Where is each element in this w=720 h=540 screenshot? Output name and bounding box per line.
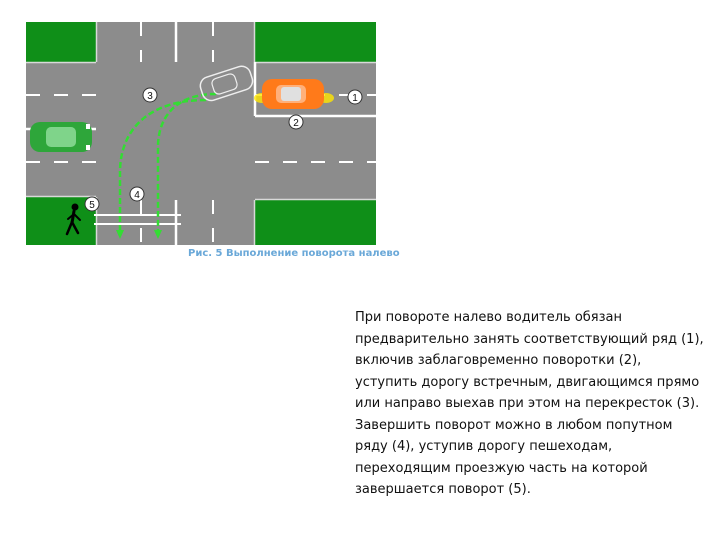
grass-top-right — [255, 22, 376, 62]
svg-text:4: 4 — [134, 190, 140, 201]
grass-top-left — [26, 22, 96, 62]
figure-caption: Рис. 5 Выполнение поворота налево — [188, 248, 400, 259]
grass-bottom-right — [255, 200, 376, 245]
svg-text:3: 3 — [147, 91, 153, 102]
marker-3 — [143, 88, 157, 102]
explanation-paragraph: При повороте налево водитель обязан предварительно занять соответствующий ряд (1), включив заблаговременно поворотки (2), уступить дорогу встречным, двигающимся прямо или направо выехав при этом на перекресток (3). Завершить поворот можно в любом попутном ряду (4), уступив дорогу пешеходам, переходящим проезжую часть на которой завершается поворот (5). — [355, 310, 704, 497]
orange-car-icon — [254, 79, 334, 109]
marker-1 — [348, 90, 362, 104]
svg-text:5: 5 — [89, 200, 95, 211]
svg-text:1: 1 — [352, 93, 358, 104]
intersection-diagram — [26, 22, 376, 245]
green-car-icon — [30, 122, 92, 152]
marker-5 — [85, 197, 99, 211]
svg-text:2: 2 — [293, 118, 299, 129]
explanation-text — [355, 307, 705, 501]
marker-2 — [289, 115, 303, 129]
marker-4 — [130, 187, 144, 201]
